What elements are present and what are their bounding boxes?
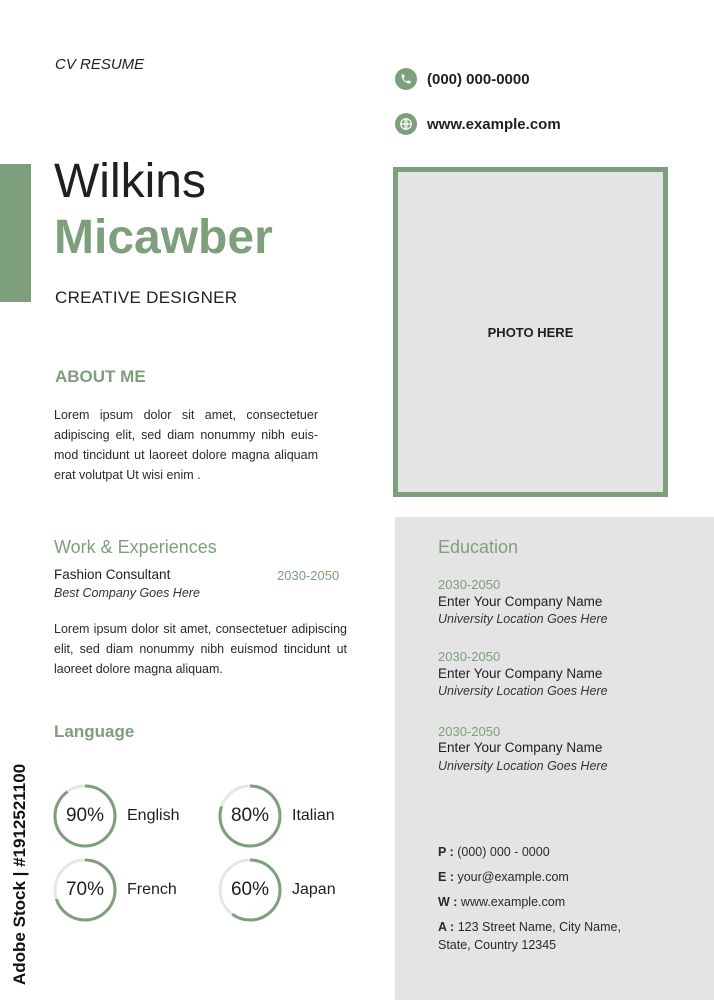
work-company: Best Company Goes Here <box>54 586 200 600</box>
language-heading: Language <box>54 722 135 741</box>
language-percent: 90% <box>65 805 105 826</box>
education-dates: 2030-2050 <box>438 577 501 592</box>
contact-phone <box>438 843 550 861</box>
contact-address <box>438 918 621 954</box>
about-text: Lorem ipsum dolor sit amet, consectetuer adipiscing elit, sed diam nonummy nibh euis-mod tincidunt ut laoreet dolore magna aliquam erat volutpat Ut wisi enim . <box>54 408 318 482</box>
language-item-italian <box>218 784 335 848</box>
job-title: CREATIVE DESIGNER <box>55 288 238 307</box>
contact-email-key: E : <box>438 870 454 884</box>
language-name: Japan <box>292 881 336 898</box>
language-item-english <box>53 784 179 848</box>
education-dates: 2030-2050 <box>438 724 501 739</box>
cv-label: CV RESUME <box>55 56 145 73</box>
language-name: English <box>127 807 180 824</box>
header-phone-row <box>395 67 530 91</box>
phone-icon <box>395 68 417 90</box>
header-phone-text: (000) 000-0000 <box>427 70 530 88</box>
education-company: Enter Your Company Name <box>438 666 603 681</box>
education-location: University Location Goes Here <box>438 684 608 698</box>
contact-address-key: A : <box>438 920 455 934</box>
language-ring <box>218 858 282 922</box>
about-heading: ABOUT ME <box>55 367 146 386</box>
contact-address-line1: 123 Street Name, City Name, <box>457 920 621 934</box>
language-percent: 70% <box>65 879 105 900</box>
contact-web-key: W : <box>438 895 458 909</box>
education-dates: 2030-2050 <box>438 649 501 664</box>
language-item-french <box>53 858 177 922</box>
globe-icon <box>395 113 417 135</box>
language-item-japan <box>218 858 336 922</box>
work-heading: Work & Experiences <box>54 537 217 557</box>
language-ring <box>218 784 282 848</box>
contact-phone-value: (000) 000 - 0000 <box>457 845 550 859</box>
education-heading: Education <box>438 537 519 557</box>
contact-web-value: www.example.com <box>460 895 566 909</box>
photo-placeholder <box>393 167 668 497</box>
contact-email <box>438 868 569 886</box>
education-location: University Location Goes Here <box>438 759 608 773</box>
stock-credit: Adobe Stock | #1912521100 <box>10 763 29 985</box>
language-percent: 80% <box>230 805 270 826</box>
language-ring <box>53 858 117 922</box>
photo-label: PHOTO HERE <box>487 324 574 340</box>
language-name: Italian <box>292 807 335 824</box>
education-location: University Location Goes Here <box>438 612 608 626</box>
contact-address-line2: State, Country 12345 <box>438 938 557 952</box>
last-name: Micawber <box>54 211 273 264</box>
work-description: Lorem ipsum dolor sit amet, consectetuer adipiscing elit, sed diam nonummy nibh euismod tincidunt ut laoreet dolore magna aliquam. <box>54 622 347 676</box>
contact-phone-key: P : <box>438 845 454 859</box>
contact-email-value: your@example.com <box>457 870 569 884</box>
work-role: Fashion Consultant <box>54 567 171 582</box>
education-company: Enter Your Company Name <box>438 594 603 609</box>
first-name: Wilkins <box>54 155 206 208</box>
language-name: French <box>127 881 177 898</box>
education-company: Enter Your Company Name <box>438 740 603 755</box>
accent-bar <box>0 164 31 302</box>
header-website-text: www.example.com <box>427 115 561 133</box>
language-percent: 60% <box>230 879 270 900</box>
contact-web <box>438 893 565 911</box>
language-ring <box>53 784 117 848</box>
header-website-row <box>395 112 561 136</box>
work-dates: 2030-2050 <box>277 568 340 583</box>
